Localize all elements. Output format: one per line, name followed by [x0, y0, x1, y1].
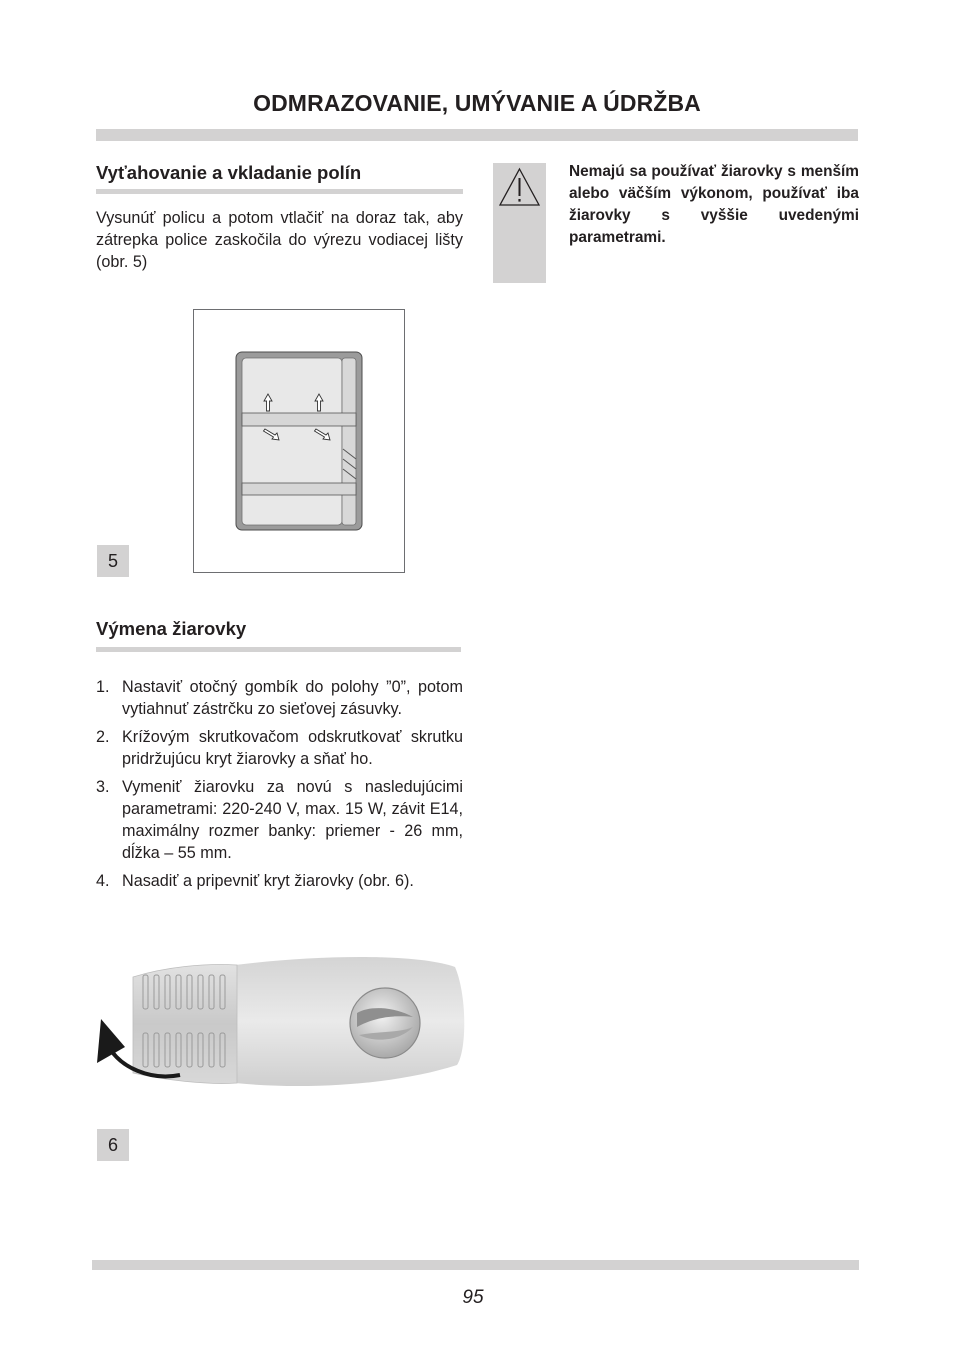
- page-number: 95: [462, 1287, 484, 1308]
- knob-icon: [350, 988, 420, 1058]
- shelves-heading-rule: [96, 189, 463, 194]
- figure-5-number: 5: [97, 545, 129, 577]
- bulb-heading: Výmena žiarovky: [96, 618, 247, 639]
- warning-box: [493, 163, 546, 283]
- bulb-steps-list: [96, 676, 463, 898]
- list-item: [96, 676, 463, 720]
- lamp-cover-illustration: [95, 955, 465, 1090]
- step-number: 4.: [96, 872, 110, 890]
- step-text: Nasadiť a pripevniť kryt žiarovky (obr. 6).: [122, 872, 414, 890]
- figure-6-number: 6: [97, 1129, 129, 1161]
- step-text: Nastaviť otočný gombík do polohy ”0”, potom vytiahnuť zástrčku zo sieťovej zásuvky.: [122, 678, 463, 718]
- fridge-shelves-illustration: [193, 309, 405, 573]
- warning-triangle-icon: [493, 163, 546, 223]
- list-item: [96, 776, 463, 864]
- warning-text: Nemajú sa používať žiarovky s menším alebo väčším výkonom, používať iba žiarovky s vyššie uvedenými parametrami.: [569, 163, 859, 246]
- shelves-text: Vysunúť policu a potom vtlačiť na doraz tak, aby zátrepka police zaskočila do výrezu vodiacej lišty (obr. 5): [96, 209, 463, 271]
- shelves-heading: Vyťahovanie a vkladanie polín: [96, 162, 362, 183]
- header-rule: [96, 129, 858, 141]
- fridge-shelves-figure: [193, 309, 405, 573]
- step-text: Vymeniť žiarovku za novú s nasledujúcimi parametrami: 220-240 V, max. 15 W, závit E14, maximálny rozmer banky: priemer - 26 mm, dĺžka – 55 mm.: [122, 778, 463, 862]
- list-item: [96, 726, 463, 770]
- step-number: 2.: [96, 728, 110, 746]
- step-text: Krížovým skrutkovačom odskrutkovať skrutku pridržujúcu kryt žiarovky a sňať ho.: [122, 728, 463, 768]
- page-title: ODMRAZOVANIE, UMÝVANIE A ÚDRŽBA: [253, 90, 701, 116]
- bulb-heading-rule: [96, 647, 461, 652]
- step-number: 1.: [96, 678, 110, 696]
- lamp-cover-figure: [95, 955, 465, 1090]
- list-item: [96, 870, 463, 892]
- footer-rule: [92, 1260, 859, 1270]
- step-number: 3.: [96, 778, 110, 796]
